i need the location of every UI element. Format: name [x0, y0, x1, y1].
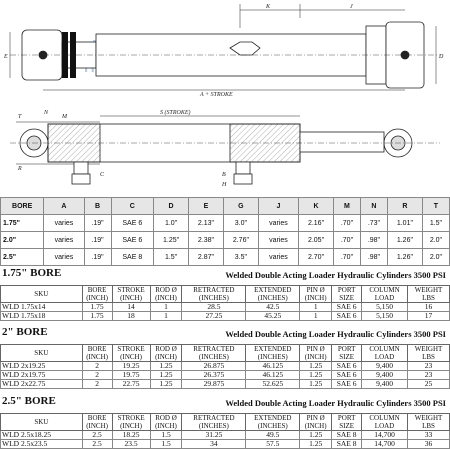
spec-table [0, 344, 450, 389]
dims-cell: 1.75" [1, 215, 44, 232]
dims-cell: 1.01" [387, 215, 422, 232]
spec-header-cell: WEIGHT LBS [407, 414, 449, 431]
table-cell: 28.5 [182, 303, 246, 312]
table-cell: SAE 6 [332, 303, 362, 312]
table-cell: 1.75 [82, 312, 112, 321]
dims-header-cell: C [111, 198, 154, 215]
table-cell: SAE 6 [332, 362, 362, 371]
label-n: N [44, 110, 49, 116]
dims-cell: varies [258, 249, 298, 266]
top-view [10, 4, 440, 90]
spec-header-cell: RETRACTED (INCHES) [182, 345, 246, 362]
table-cell: 49.5 [246, 431, 300, 440]
table-cell: 33 [407, 431, 449, 440]
dims-cell: varies [44, 249, 84, 266]
dims-cell: 2.5" [1, 249, 44, 266]
dimensions-table [0, 197, 450, 266]
dims-cell: 1.5" [154, 249, 189, 266]
dims-cell: 2.0" [422, 249, 449, 266]
dims-cell: .70" [333, 249, 360, 266]
dims-cell: 1.0" [154, 215, 189, 232]
spec-header-cell: EXTENDED (INCHES) [246, 414, 300, 431]
label-b: B [222, 172, 226, 178]
dims-cell: .73" [360, 215, 387, 232]
dims-header-cell: G [223, 198, 258, 215]
spec-header-cell: SKU [1, 286, 83, 303]
table-cell: 36 [407, 440, 449, 449]
table-cell: 9,400 [362, 380, 408, 389]
dims-cell: varies [258, 232, 298, 249]
table-cell: 34 [182, 440, 246, 449]
spec-header-cell: PIN Ø (INCH) [300, 286, 332, 303]
label-t: T [18, 114, 22, 120]
section-title-bar [0, 265, 450, 285]
table-cell: 1 [300, 303, 332, 312]
bore-title: 2" BORE [2, 326, 48, 338]
spec-header-row [1, 286, 450, 303]
dims-cell: varies [44, 232, 84, 249]
dims-header-cell: J [258, 198, 298, 215]
dims-cell: .98" [360, 249, 387, 266]
section-subtitle: Welded Double Acting Loader Hydraulic Cylinders 3500 PSI [225, 270, 446, 280]
table-cell: 1.25 [300, 380, 332, 389]
spec-header-cell: PIN Ø (INCH) [300, 345, 332, 362]
spec-header-cell: COLUMN LOAD [362, 286, 408, 303]
table-cell: 46.125 [246, 371, 300, 380]
label-d: D [439, 54, 444, 60]
table-row [1, 312, 450, 321]
dims-cell: .70" [333, 232, 360, 249]
table-cell: SAE 6 [332, 380, 362, 389]
table-cell: 23 [407, 362, 449, 371]
spec-header-cell: PORT SIZE [332, 414, 362, 431]
table-cell: 17 [407, 312, 449, 321]
section-title-bar [0, 324, 450, 344]
dims-cell: 2.0" [422, 232, 449, 249]
spec-header-cell: STROKE (INCH) [112, 414, 150, 431]
table-cell: 26.875 [182, 362, 246, 371]
table-cell: 22.75 [112, 380, 150, 389]
section-1-75-bore [0, 265, 450, 321]
table-row [1, 380, 450, 389]
table-cell: 18.25 [112, 431, 150, 440]
spec-header-cell: EXTENDED (INCHES) [246, 345, 300, 362]
dims-cell: 1.5" [422, 215, 449, 232]
table-cell: 18 [112, 312, 150, 321]
table-cell: 19.25 [112, 362, 150, 371]
spec-header-cell: ROD Ø (INCH) [150, 345, 182, 362]
table-cell: 1.25 [150, 380, 182, 389]
sku-cell: WLD 1.75x18 [1, 312, 83, 321]
table-cell: SAE 8 [332, 440, 362, 449]
table-cell: 1.25 [150, 362, 182, 371]
spec-header-cell: BORE (INCH) [82, 286, 112, 303]
table-cell: 42.5 [246, 303, 300, 312]
table-cell: 9,400 [362, 371, 408, 380]
table-cell: 14 [112, 303, 150, 312]
table-cell: 57.5 [246, 440, 300, 449]
dims-cell: .19" [84, 249, 111, 266]
spec-header-cell: WEIGHT LBS [407, 286, 449, 303]
table-cell: SAE 6 [332, 312, 362, 321]
table-cell: 14,700 [362, 440, 408, 449]
label-s-stroke: S (STROKE) [160, 110, 191, 116]
table-cell: 2 [82, 371, 112, 380]
label-r: R [18, 166, 22, 172]
table-cell: 14,700 [362, 431, 408, 440]
table-cell: 2.5 [82, 431, 112, 440]
spec-header-cell: ROD Ø (INCH) [150, 414, 182, 431]
spec-header-cell: BORE (INCH) [82, 414, 112, 431]
dims-cell: .19" [84, 215, 111, 232]
table-cell: SAE 8 [332, 431, 362, 440]
spec-header-cell: COLUMN LOAD [362, 414, 408, 431]
dims-cell: SAE 8 [111, 249, 154, 266]
table-cell: 1.25 [150, 371, 182, 380]
spec-header-row [1, 345, 450, 362]
label-m: M [62, 114, 67, 120]
spec-header-cell: PIN Ø (INCH) [300, 414, 332, 431]
section-title-bar [0, 393, 450, 413]
dims-cell: .70" [333, 215, 360, 232]
label-c: C [100, 172, 105, 178]
spec-header-cell: ROD Ø (INCH) [150, 286, 182, 303]
table-cell: 1.25 [300, 371, 332, 380]
table-cell: 2 [82, 380, 112, 389]
dims-row [1, 249, 450, 266]
sku-cell: WLD 2x22.75 [1, 380, 83, 389]
table-cell: 31.25 [182, 431, 246, 440]
spec-header-row [1, 414, 450, 431]
spec-header-cell: EXTENDED (INCHES) [246, 286, 300, 303]
dims-cell: SAE 6 [111, 215, 154, 232]
spec-header-cell: STROKE (INCH) [112, 345, 150, 362]
label-a-stroke: A + STROKE [200, 92, 233, 98]
dims-cell: 3.5" [223, 249, 258, 266]
spec-table [0, 285, 450, 321]
table-cell: 19.75 [112, 371, 150, 380]
table-cell: 45.25 [246, 312, 300, 321]
spec-header-cell: SKU [1, 414, 83, 431]
dims-cell: 1.25" [154, 232, 189, 249]
dims-cell: 2.13" [189, 215, 224, 232]
spec-header-cell: RETRACTED (INCHES) [182, 414, 246, 431]
dims-header-cell: T [422, 198, 449, 215]
table-cell: 23 [407, 371, 449, 380]
dims-header-cell: BORE [1, 198, 44, 215]
dims-cell: .19" [84, 232, 111, 249]
label-j: J [350, 4, 353, 10]
dims-header-cell: D [154, 198, 189, 215]
bore-title: 2.5" BORE [2, 395, 56, 407]
dims-cell: 2.16" [299, 215, 334, 232]
spec-header-cell: STROKE (INCH) [112, 286, 150, 303]
dims-cell: 2.38" [189, 232, 224, 249]
table-cell: 29.875 [182, 380, 246, 389]
table-cell: 1.25 [300, 362, 332, 371]
sku-cell: WLD 2x19.75 [1, 371, 83, 380]
spec-header-cell: WEIGHT LBS [407, 345, 449, 362]
table-cell: 1.5 [150, 431, 182, 440]
spec-header-cell: SKU [1, 345, 83, 362]
table-cell: 27.25 [182, 312, 246, 321]
dims-row [1, 215, 450, 232]
table-cell: 26.375 [182, 371, 246, 380]
table-cell: 9,400 [362, 362, 408, 371]
dims-cell: .98" [360, 232, 387, 249]
dims-cell: 2.70" [299, 249, 334, 266]
table-cell: 1 [300, 312, 332, 321]
table-cell: 2.5 [82, 440, 112, 449]
section-subtitle: Welded Double Acting Loader Hydraulic Cylinders 3500 PSI [225, 398, 446, 408]
table-cell: 1.75 [82, 303, 112, 312]
table-cell: 1.25 [300, 431, 332, 440]
table-cell: 1 [150, 303, 182, 312]
spec-header-cell: PORT SIZE [332, 345, 362, 362]
table-cell: 25 [407, 380, 449, 389]
dims-cell: varies [44, 215, 84, 232]
spec-header-cell: COLUMN LOAD [362, 345, 408, 362]
table-cell: 2 [82, 362, 112, 371]
table-cell: 1 [150, 312, 182, 321]
table-row [1, 440, 450, 449]
dims-header-cell: K [299, 198, 334, 215]
section-subtitle: Welded Double Acting Loader Hydraulic Cylinders 3500 PSI [225, 329, 446, 339]
table-cell: 52.625 [246, 380, 300, 389]
label-e: E [4, 54, 8, 60]
cylinder-drawing [0, 0, 450, 197]
spec-header-cell: PORT SIZE [332, 286, 362, 303]
dims-header-cell: E [189, 198, 224, 215]
label-k: K [266, 4, 271, 10]
sku-cell: WLD 1.75x14 [1, 303, 83, 312]
table-cell: 16 [407, 303, 449, 312]
table-cell: SAE 6 [332, 371, 362, 380]
table-cell: 1.25 [300, 440, 332, 449]
dims-cell: 1.26" [387, 232, 422, 249]
label-h: H [222, 182, 227, 188]
dims-header-cell: A [44, 198, 84, 215]
dims-header-cell: R [387, 198, 422, 215]
dims-header-cell: M [333, 198, 360, 215]
sku-cell: WLD 2x19.25 [1, 362, 83, 371]
dims-cell: 2.0" [1, 232, 44, 249]
sku-cell: WLD 2.5x23.5 [1, 440, 83, 449]
spec-header-cell: BORE (INCH) [82, 345, 112, 362]
dims-cell: SAE 6 [111, 232, 154, 249]
dims-cell: 1.26" [387, 249, 422, 266]
dims-header-cell: B [84, 198, 111, 215]
table-cell: 5,150 [362, 312, 408, 321]
section-2-5-bore [0, 393, 450, 449]
dims-cell: varies [258, 215, 298, 232]
dims-cell: 3.0" [223, 215, 258, 232]
bore-title: 1.75" BORE [2, 267, 62, 279]
dims-row [1, 232, 450, 249]
spec-table [0, 413, 450, 449]
dims-cell: 2.05" [299, 232, 334, 249]
table-cell: 46.125 [246, 362, 300, 371]
dims-cell: 2.76" [223, 232, 258, 249]
dims-cell: 2.87" [189, 249, 224, 266]
table-cell: 23.5 [112, 440, 150, 449]
table-cell: 5,150 [362, 303, 408, 312]
table-cell: 1.5 [150, 440, 182, 449]
dims-header-row [1, 198, 450, 215]
spec-header-cell: RETRACTED (INCHES) [182, 286, 246, 303]
dims-header-cell: N [360, 198, 387, 215]
section-2-bore [0, 324, 450, 389]
sku-cell: WLD 2.5x18.25 [1, 431, 83, 440]
